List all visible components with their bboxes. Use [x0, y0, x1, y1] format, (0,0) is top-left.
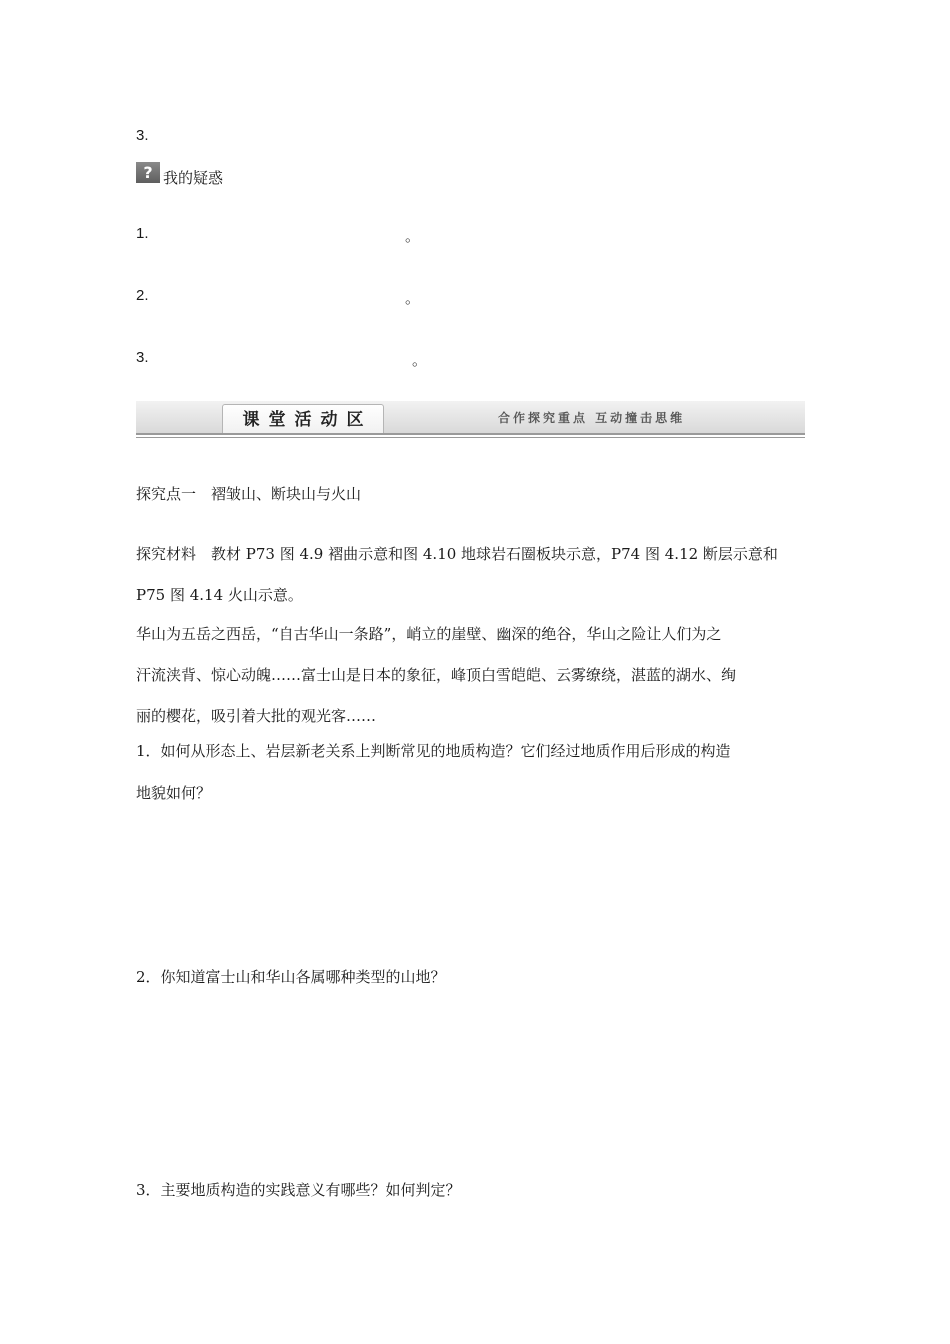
doubt-line-period: 。 — [412, 351, 428, 369]
question-3: 3．主要地质构造的实践意义有哪些？如何判定？ — [136, 1181, 461, 1199]
passage-line: 丽的樱花，吸引着大批的观光客…… — [136, 707, 377, 725]
passage-line: 汗流浃背、惊心动魄……富士山是日本的象征，峰顶白雪皑皑、云雾缭绕，湛蓝的湖水、绚 — [136, 666, 737, 684]
doubt-title: 我的疑惑 — [163, 169, 224, 187]
doubt-line-number: 1. — [136, 225, 149, 242]
material-text: 探究材料 教材 P73 图 4.9 褶曲示意和图 4.10 地球岩石圈板块示意，P74 图 4.12 断层示意和 — [136, 545, 778, 563]
banner-divider — [136, 433, 805, 435]
passage-line: 华山为五岳之西岳，“自古华山一条路”，峭立的崖壁、幽深的绝谷，华山之险让人们为之 — [136, 625, 722, 643]
question-mark-icon: ? — [136, 162, 160, 183]
doubt-line-number: 3. — [136, 349, 149, 366]
banner-subtitle: 合作探究重点 互动撞击思维 — [498, 411, 686, 425]
doubt-line-number: 2. — [136, 287, 149, 304]
list-number: 3. — [136, 127, 149, 144]
question-1: 1．如何从形态上、岩层新老关系上判断常见的地质构造？它们经过地质作用后形成的构造 — [136, 742, 731, 760]
material-text: P75 图 4.14 火山示意。 — [136, 586, 303, 604]
question-1-cont: 地貌如何？ — [136, 784, 212, 802]
banner-divider — [136, 437, 805, 438]
banner-title: 课堂活动区 — [222, 404, 384, 433]
doubt-line-period: 。 — [405, 289, 421, 307]
doubt-line-period: 。 — [405, 227, 421, 245]
explore-heading: 探究点一 褶皱山、断块山与火山 — [136, 485, 362, 503]
question-2: 2．你知道富士山和华山各属哪种类型的山地？ — [136, 968, 446, 986]
section-banner — [136, 401, 805, 439]
